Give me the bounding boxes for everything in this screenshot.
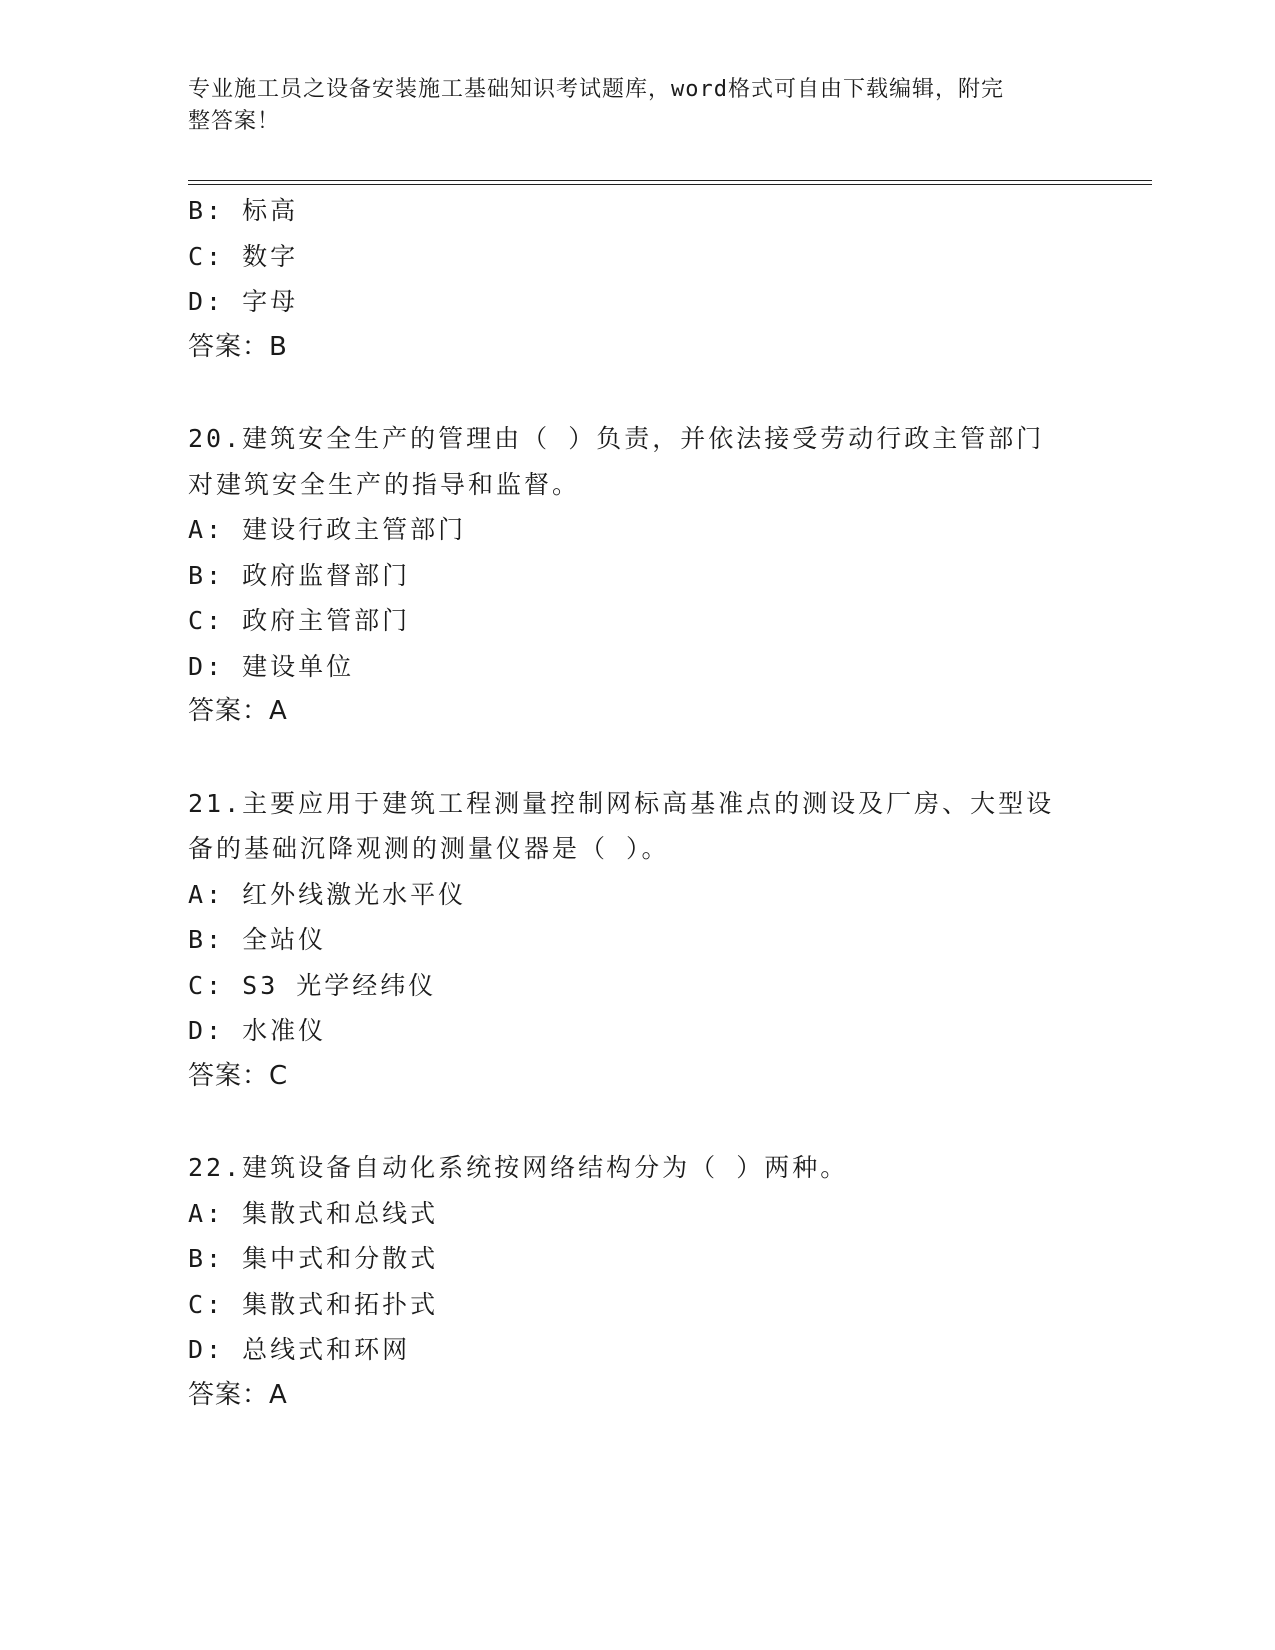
answer-line: 答案：A xyxy=(188,1379,288,1410)
option-d: D: 字母 xyxy=(188,287,299,316)
spacer xyxy=(188,735,1088,781)
option-d: D: 水准仪 xyxy=(188,1016,327,1045)
option-d: D: 总线式和环网 xyxy=(188,1335,411,1364)
spacer xyxy=(188,1099,1088,1145)
option-c: C: 集散式和拓扑式 xyxy=(188,1289,439,1319)
option-d: D: 建设单位 xyxy=(188,651,355,681)
option-b: B: 政府监督部门 xyxy=(188,560,411,590)
question-stem-line: 21.主要应用于建筑工程测量控制网标高基准点的测设及厂房、大型设 xyxy=(188,788,1055,818)
question-20 xyxy=(188,416,1088,735)
answer-line: 答案：C xyxy=(188,1060,289,1091)
spacer xyxy=(188,370,1088,416)
question-21 xyxy=(188,781,1088,1100)
question-stem-line: 20.建筑安全生产的管理由（ ）负责，并依法接受劳动行政主管部门 xyxy=(188,424,1045,453)
option-b: B: 集中式和分散式 xyxy=(188,1244,439,1273)
question-stem-line: 22.建筑设备自动化系统按网络结构分为（ ）两种。 xyxy=(188,1153,849,1182)
option-c: C: S3 光学经纬仪 xyxy=(188,970,437,1000)
question-stem-line: 对建筑安全生产的指导和监督。 xyxy=(188,469,581,499)
option-b: B: 全站仪 xyxy=(188,925,327,954)
option-c: C: 政府主管部门 xyxy=(188,606,411,635)
header-line-1: 专业施工员之设备安装施工基础知识考试题库，word格式可自由下载编辑，附完 xyxy=(188,77,1004,102)
header-divider xyxy=(188,180,1152,181)
document-header xyxy=(188,74,1068,138)
question-22 xyxy=(188,1145,1088,1418)
option-a: A: 集散式和总线式 xyxy=(188,1198,439,1228)
header-divider-secondary xyxy=(188,184,1152,185)
question-stem-line: 备的基础沉降观测的测量仪器是（ ）。 xyxy=(188,834,670,863)
option-c: C: 数字 xyxy=(188,241,299,271)
option-a: A: 红外线激光水平仪 xyxy=(188,879,467,909)
question-19-continued xyxy=(188,188,1088,370)
answer-line: 答案：B xyxy=(188,331,288,362)
header-line-2: 整答案！ xyxy=(188,109,281,134)
option-a: A: 建设行政主管部门 xyxy=(188,515,467,544)
answer-line: 答案：A xyxy=(188,696,288,726)
document-body xyxy=(188,188,1088,1418)
option-b: B: 标高 xyxy=(188,196,299,225)
